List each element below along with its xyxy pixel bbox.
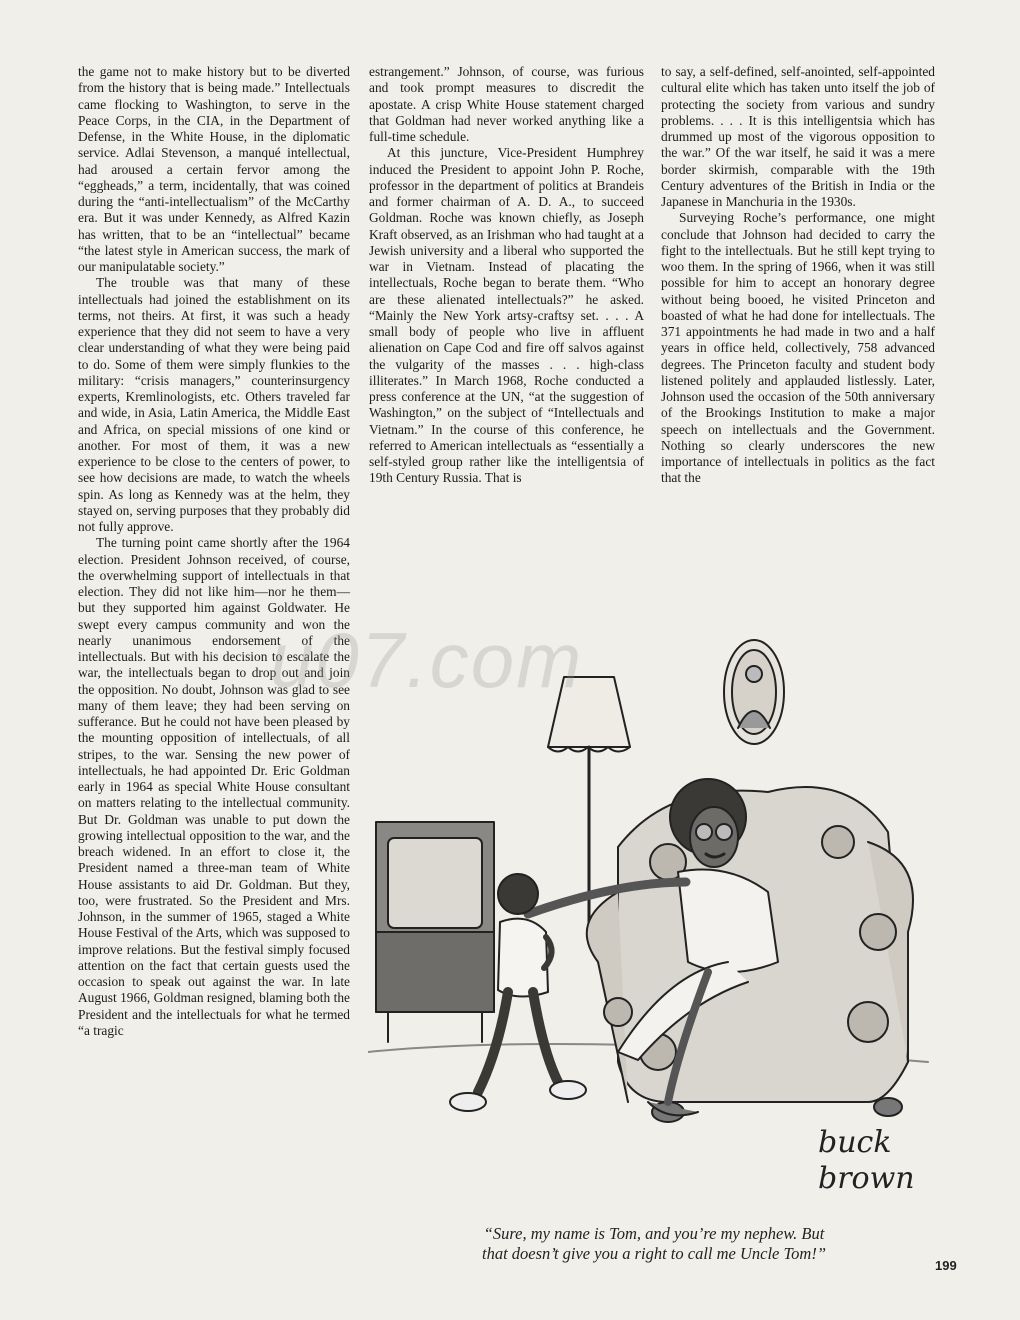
caption-line: that doesn’t give you a right to call me Uncle Tom!”	[481, 1244, 827, 1263]
caption-line: “Sure, my name is Tom, and you’re my nephew. But	[483, 1224, 825, 1243]
paragraph: the game not to make history but to be diverted from the history that is being made.” Intellectuals came flocking to Washington, to serve in the Peace Corps, in the CIA, in the Department of Defense, in the White House, in the diplomatic service. Adlai Stevenson, a manqué intellectual, had aroused a certain fervor among the “eggheads,” a term, incidentally, that was coined during the “anti-intellectualism” of the McCarthy era. But it was under Kennedy, as Alfred Kazin has written, that to be an “intellectual” became “the latest style in American success, the mark of our manipulatable society.”	[78, 64, 350, 274]
text-column-1	[78, 64, 350, 1039]
page-number: 199	[935, 1258, 957, 1273]
artist-signature: buck	[818, 1125, 892, 1160]
paragraph: estrangement.” Johnson, of course, was furious and took prompt measures to discredit the apostate. A crisp White House statement charged that Goldman had never worked anything like a full-time schedule.	[369, 64, 644, 144]
text-column-3	[661, 64, 935, 487]
artist-signature: brown	[818, 1161, 915, 1196]
cartoon-caption	[374, 1224, 934, 1264]
paragraph: The turning point came shortly after the 1964 election. President Johnson received, of course, the overwhelming support of intellectuals in that election. They did not like him—nor he them—but they supported him against Goldwater. He swept every campus community and won the nearly unanimous endorsement of the intellectuals. But with his decision to escalate the war, the intellectuals began to drop out and join the opposition. No doubt, Johnson was glad to see many of them leave; they had been serving on sufferance. But he could not have been pleased by the mounting opposition of intellectuals, of all stripes, to the war. Sensing the new power of intellectuals, he had appointed Dr. Eric Goldman early in 1964 as special White House consultant on matters relating to the intellectual community. But Dr. Goldman was unable to put down the growing intellectual opposition to the war, and the breach widened. In an effort to close it, the President named a three-man team of White House assistants to aid Dr. Goldman. But they, too, were frustrated. So the President and Mrs. Johnson, in the summer of 1965, staged a White House Festival of the Arts, which was supposed to improve relations. But the festival simply focused attention on the fact that certain guests used the occasion to speak out against the war. In late August 1966, Goldman resigned, blaming both the President and the intellectuals for what he termed “a tragic	[78, 535, 350, 1038]
paragraph: At this juncture, Vice-President Humphrey induced the President to appoint John P. Roche, professor in the department of politics at Brandeis and former chairman of A. D. A., to succeed Goldman. Roche was known chiefly, as Joseph Kraft observed, as an Irishman who had taught at a Jewish university and a liberal who supported the war in Vietnam. Instead of placating the intellectuals, Roche began to berate them. “Who are these alienated intellectuals?” he asked. “Mainly the New York artsy-craftsy set. . . . A small body of people who live in affluent alienation on Cape Cod and fire off salvos against the vulgarity of the masses . . . high-class illiterates.” In March 1968, Roche conducted a press conference at the UN, “at the suggestion of Washington,” on the subject of “Intellectuals and Vietnam.” In the course of this conference, he referred to American intellectuals as “essentially a self-styled group rather like the intelligentsia of 19th Century Russia. That is	[369, 145, 644, 486]
watermark-text: u07.com	[270, 616, 584, 704]
television-set	[376, 822, 494, 1042]
paragraph: Surveying Roche’s performance, one might conclude that Johnson had decided to carry the fight to the intellectuals. But he still kept trying to woo them. In the spring of 1966, when it was still possible for him to accept an honorary degree without being booed, he visited Princeton and boasted of what he had done for intellectuals. The 371 appointments he had made in two and a half years in office held, collectively, 758 advanced degrees. The Princeton faculty and student body listened politely and applauded listlessly. Later, Johnson used the occasion of the 50th anniversary of the Brookings Institution to make a major speech on intellectuals and the Government. Nothing so clearly underscores the new importance of intellectuals in politics as the fact that the	[661, 210, 935, 486]
paragraph: to say, a self-defined, self-anointed, self-appointed cultural elite which has taken unto itself the job of protecting the society from various and sundry problems. . . . It is this intelligentsia which has drummed up most of the vigorous opposition to the war.” Of the war itself, he said it was a mere border skirmish, comparable with the 19th Century adventures of the British in India or the Japanese in Manchuria in the 1930s.	[661, 64, 935, 209]
paragraph: The trouble was that many of these intellectuals had joined the establishment on its terms, not theirs. At first, it was such a heady experience that they did not seem to have a very clear understanding of what they were being paid to do. Some of them were simply flunkies to the military: “crisis managers,” counterinsurgency experts, Kremlinologists, etc. Others traveled far and wide, in Asia, Latin America, the Middle East and Africa, on special missions of one kind or another. For most of them, it was a new experience to be close to the centers of power, to see how decisions are made, to watch the wheels spin. As long as Kennedy was at the helm, they stayed on, serving purposes that they probably did not fully approve.	[78, 275, 350, 534]
text-column-2	[369, 64, 644, 487]
cartoon-illustration	[368, 632, 940, 1216]
